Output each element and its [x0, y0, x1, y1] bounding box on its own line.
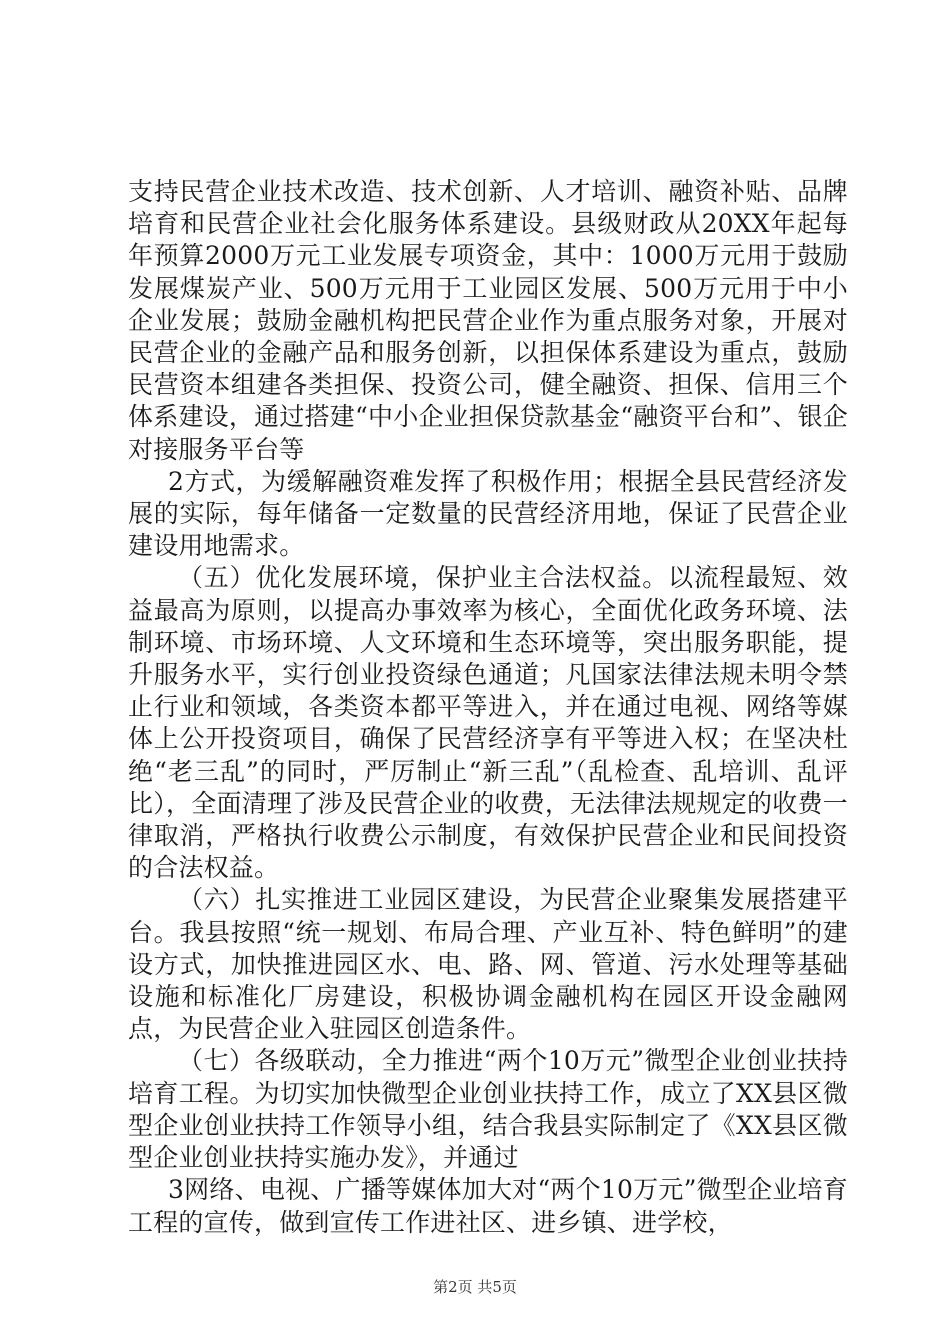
- paragraph-section-six: （六）扎实推进工业园区建设，为民营企业聚集发展搭建平台。我县按照“统一规划、布局合理、产业互补、特色鲜明”的建设方式，加快推进园区水、电、路、网、管道、污水处理等基础设施和标准化厂房建设，积极协调金融机构在园区开设金融网点，为民营企业入驻园区创造条件。: [128, 885, 848, 1044]
- paragraph-media-promotion: 3网络、电视、广播等媒体加大对“两个10万元”微型企业培育工程的宣传，做到宣传工作进社区、进乡镇、进学校，: [128, 1175, 848, 1237]
- page-number-footer: 第2页 共5页: [433, 1278, 517, 1296]
- paragraph-section-five: （五）优化发展环境，保护业主合法权益。以流程最短、效益最高为原则，以提高办事效率为核心，全面优化政务环境、法制环境、市场环境、人文环境和生态环境等，突出服务职能，提升服务水平，实行创业投资绿色通道；凡国家法律法规未明令禁止行业和领域，各类资本都平等进入，并在通过电视、网络等媒体上公开投资项目，确保了民营经济享有平等进入权；在坚决杜绝“老三乱”的同时，严厉制止“新三乱”（乱检查、乱培训、乱评比），全面清理了涉及民营企业的收费，无法律法规规定的收费一律取消，严格执行收费公示制度，有效保护民营企业和民间投资的合法权益。: [128, 563, 848, 883]
- paragraph-financing-land: 2方式，为缓解融资难发挥了积极作用；根据全县民营经济发展的实际，每年储备一定数量的民营经济用地，保证了民营企业建设用地需求。: [128, 466, 848, 561]
- document-body: [128, 176, 848, 1239]
- paragraph-support-policy: 支持民营企业技术改造、技术创新、人才培训、融资补贴、品牌培育和民营企业社会化服务体系建设。县级财政从20XX年起每年预算2000万元工业发展专项资金，其中：1000万元用于鼓励发展煤炭产业、500万元用于工业园区发展、500万元用于中小企业发展；鼓励金融机构把民营企业作为重点服务对象，开展对民营企业的金融产品和服务创新，以担保体系建设为重点，鼓励民营资本组建各类担保、投资公司，健全融资、担保、信用三个体系建设，通过搭建“中小企业担保贷款基金“融资平台和”、银企对接服务平台等: [128, 177, 848, 464]
- paragraph-section-seven: （七）各级联动，全力推进“两个10万元”微型企业创业扶持培育工程。为切实加快微型企业创业扶持工作，成立了XX县区微型企业创业扶持工作领导小组，结合我县实际制定了《XX县区微型企业创业扶持实施办发》，并通过: [128, 1046, 848, 1173]
